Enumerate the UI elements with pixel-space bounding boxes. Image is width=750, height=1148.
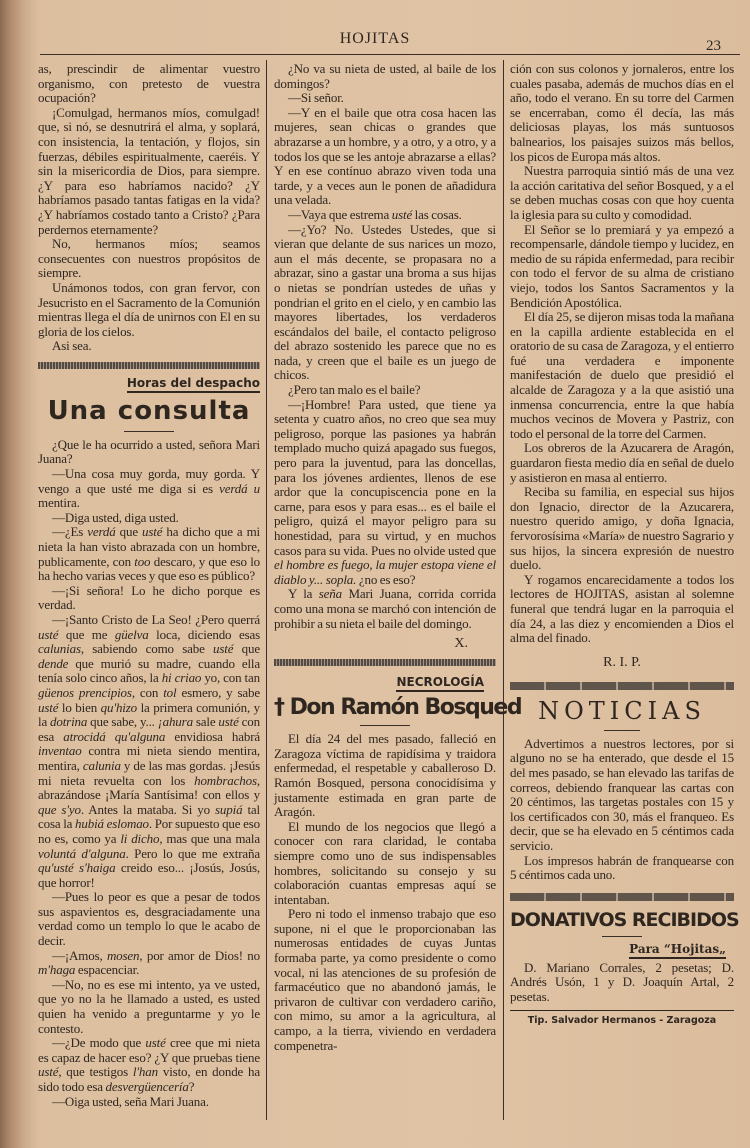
text: Mari Juana, corrida corrida como una mona se marchó con intención de prohibir a su nieta el baile del domingo.: [274, 586, 496, 631]
text: , abrazándose ¡María Santísima! con ellos y: [38, 772, 260, 803]
italic-text: usté: [38, 1064, 59, 1080]
text: —¡Hombre! Para usted, que tiene ya setenta y cuatro años, no creo que sea muy peligroso, porque las pasiones ya habrán templado mucho quizá apagado sus fuegos, pero para la juventud, para las doncellas, para los jóvenes ardientes, llenos de ese ardor que la concupiscencia pone en la carne, para esos y para esas... es el baile el peligro, quizá el mayor peligro para su honestidad, para su virtud, y en muchos casos para su vida. Pues no olvide usted que: [274, 396, 496, 558]
newspaper-title: HOJITAS: [339, 30, 411, 47]
section-divider: [38, 362, 260, 369]
article-title: Una consulta: [47, 395, 251, 426]
italic-text: supiá: [215, 801, 243, 817]
text: —Una cosa muy gorda, muy gorda. Y vengo a que usté me diga si es: [38, 466, 260, 496]
paragraph: [274, 820, 496, 908]
italic-text: hubiá eslomao: [75, 816, 149, 832]
text: ha dicho que a mi nieta la han visto abrazada con un hombre, publicamente, con: [38, 524, 260, 569]
italic-text: calunia: [82, 757, 121, 773]
text: No, hermanos míos; seamos consecuentes con nuestros propósitos de siempre.: [38, 236, 260, 281]
text: . Antes la mataba. Si yo: [80, 801, 215, 817]
section-label: [38, 375, 260, 391]
section-label: [274, 674, 496, 690]
italic-text: hi criao: [161, 670, 202, 686]
title-rule: [360, 725, 410, 726]
obituary-title-text: Don Ramón Bosqued: [289, 695, 522, 721]
paragraph: [38, 949, 260, 978]
paragraph: [38, 511, 260, 526]
paragraph: [510, 854, 734, 883]
text: , que testigos: [58, 1064, 133, 1080]
paragraph: [38, 1036, 260, 1094]
text: —No, no es ese mi intento, ya ve usted, que yo no la he llamado a usted, es usted quien ha venido a preguntarme y yo le contesto.: [38, 976, 260, 1036]
text: las cosas.: [412, 206, 462, 222]
text: visto, en donde ha sido todo esa: [38, 1064, 260, 1094]
text: que me: [58, 626, 115, 642]
text: lo bien: [58, 699, 101, 715]
text: —Vaya que estrema: [288, 206, 392, 222]
text: —¡Si señora! Lo he dicho porque es verdad.: [38, 582, 260, 613]
italic-text: too: [134, 553, 151, 569]
italic-text: calunias: [38, 641, 81, 657]
italic-text: l'han: [132, 1064, 158, 1080]
paragraph: [38, 438, 260, 467]
section-label: [510, 941, 734, 957]
italic-text: usté: [38, 626, 59, 642]
paragraph: [274, 587, 496, 631]
paragraph: [38, 1095, 260, 1110]
italic-text: atrocidá qu'alguna: [63, 728, 166, 744]
text: —¿De modo que: [52, 1035, 146, 1051]
italic-text: usté: [213, 641, 234, 657]
text: creido eso... ¡Josús, Josús, que horror!: [38, 860, 260, 890]
text: que sabe, y...: [87, 714, 158, 730]
paragraph: [510, 310, 734, 441]
consulta-body: [38, 438, 260, 1109]
sermon-ending: [38, 62, 260, 354]
column-1: [38, 62, 260, 1109]
italic-text: el hombre es fuego, la mujer estopa viene el diablo y... sopla.: [274, 557, 496, 587]
italic-text: que s'yo: [38, 801, 81, 817]
italic-text: verdá: [87, 524, 116, 540]
column-3: [510, 61, 739, 1027]
text: esmero, y sabe: [176, 684, 261, 700]
text: —¡Amos,: [52, 947, 107, 963]
text: as, prescindir de alimentar vuestro organismo, con pretesto de vuestra ocupación?: [38, 61, 260, 106]
paragraph: [510, 223, 734, 311]
paragraph: [38, 339, 260, 354]
text: ¿no es eso?: [356, 571, 416, 587]
italic-text: güenos prencipios: [38, 684, 132, 700]
section-divider: [510, 893, 734, 901]
paragraph: [38, 467, 260, 511]
text: que murió su madre, cuando ella tenía solo cinco años, la: [38, 655, 260, 686]
donativos-title: DONATIVOS RECIBIDOS: [510, 908, 739, 931]
horas-del-despacho-label: Horas del despacho: [127, 376, 260, 393]
text: —Oiga usted, seña Mari Juana.: [52, 1093, 209, 1109]
paragraph: [274, 106, 496, 208]
text: la primera comunión, y la: [38, 699, 260, 730]
paragraph: [38, 237, 260, 281]
paragraph: [38, 613, 260, 890]
paragraph: [274, 62, 496, 91]
text: , sabiendo como sabe: [80, 641, 214, 657]
rip: R. I. P.: [603, 654, 641, 670]
italic-text: tol: [163, 684, 177, 700]
text: —¿Yo? No. Ustedes Ustedes, que si vieran que delante de sus narices un mozo, aun el más decente, se propasara no a abrazar, sino a gastar una broma a sus hijas o nietas se pondrían ustedes de uñas y pondrian el grito en el cielo, y en cambio las mayores libertades, los verdaderos escándalos del baile, el contacto peligroso del abrazo sostenido les parece que no es nada, y creen que el baile es un juego de chicos.: [274, 221, 496, 383]
italic-text: voluntá d'alguna: [38, 845, 126, 861]
text: yo, con tan: [201, 670, 260, 686]
obituary-continued: [510, 62, 734, 646]
text: —¿Es: [52, 524, 88, 540]
text: —Pues lo peor es que a pesar de todos sus aspavientos es, desgraciadamente una verdad como un templo lo que le acabo de decir.: [38, 889, 260, 949]
necrologia-label: NECROLOGÍA: [396, 675, 484, 692]
paragraph: [274, 732, 496, 820]
text: —Diga usted, diga usted.: [52, 509, 179, 525]
text: Pero ni todo el inmenso trabajo que eso supone, ni el que le proporcionaban las numerosas entidades de cuyas Juntas formaba parte, ya como presidente o como vocal, ni las atenciones de su profesión de farmacéutico que no abandonó jamás, le privaron de cultivar con verdadero cariño, con mimo, su amor a la agricultura, al campo, a la tierra, viviendo en verdadera compenetra-: [274, 906, 496, 1053]
text: contra mi nieta siendo mentira, mentira,: [38, 743, 260, 773]
text: El mundo de los negocios que llegó a conocer con rara claridad, le contaba siempre como uno de sus indispensables hombres, solicitando su consejo y su colaboración cuantas empresas aquí se intentaban.: [274, 818, 496, 907]
text: —¡Santo Cristo de La Seo! ¿Pero querrá: [52, 612, 260, 627]
title-rule: [124, 431, 174, 432]
paragraph: [274, 223, 496, 384]
text: con esa: [38, 714, 261, 744]
text: Y rogamos encarecidamente a todos los lectores de HOJITAS, asistan al solemne funeral que tendrá lugar en la parroquia el día 24, a las diez y encomienden a Dios el alma del finado.: [510, 571, 734, 646]
italic-text: verdá u: [219, 480, 260, 496]
text: loca, diciendo esas: [148, 626, 261, 642]
text: y de las mas gordas. ¡Jesús mi nieta revuelta con los: [38, 757, 261, 788]
italic-text: usté: [391, 206, 413, 222]
italic-text: inventao: [38, 743, 82, 759]
text: ¡Comulgad, hermanos míos, comulgad! que, si nó, se desnutrirá el alma, y soplará, con insistencia, la tentación, y flojos, sin fuerzas, débiles espiritualmente, caeréis. Y sin la misericordia de Dios, para siempre. ¿Y para eso habríamos nacido? ¿Y habríamos pasado tantas fatigas en la vida? ¿Y habríamos costado tanto a Cristo? ¿Para perdernos eternamente?: [38, 104, 260, 237]
text: ¿Pero tan malo es el baile?: [288, 382, 421, 398]
italic-text: usté: [218, 714, 239, 730]
paragraph: [274, 91, 496, 106]
column-rule: [503, 60, 504, 1120]
text: D. Mariano Corrales, 2 pesetas; D. Andrés Usón, 1 y D. Joaquín Artal, 2 pesetas.: [510, 959, 734, 1004]
text: Reciba su familia, en especial sus hijos don Ignacio, director de la Azucarera, nuestro querido amigo, y doña Ignacia, fervorosísima «María» de nuestro Sagrario y sus hijos, la sincera expresión de nuestro duelo.: [510, 484, 734, 573]
text: , mas que una mala: [159, 830, 260, 846]
italic-text: m'haga: [38, 962, 76, 978]
text: cree que mi nieta es capaz de hacer eso? ¿Y que pruebas tiene: [38, 1035, 260, 1065]
section-divider: [274, 659, 496, 666]
text: espacenciar.: [75, 962, 140, 978]
cross-icon: †: [274, 695, 284, 721]
text: Unámonos todos, con gran fervor, con Jesucristo en el Sacramento de la Comunión mientras llega el día de unirnos con El en su gloria de los cielos.: [38, 279, 260, 339]
italic-text: usté: [142, 524, 163, 540]
text: descaro, y que eso lo ha hecho varias veces y que eso es público?: [38, 553, 261, 584]
paragraph: [274, 907, 496, 1053]
italic-text: desvergüencería: [105, 1079, 189, 1094]
text: . Pero lo que me extraña: [125, 845, 260, 861]
italic-text: qu'usté s'haiga: [38, 860, 116, 876]
paragraph: [510, 961, 734, 1005]
paragraph: [510, 485, 734, 573]
paragraph: [38, 584, 260, 613]
text: envidiosa habrá: [165, 728, 260, 744]
column-rule: [266, 60, 267, 1120]
text: Y la: [288, 586, 319, 602]
section-divider: [510, 682, 734, 690]
text: , con: [131, 684, 164, 700]
text: Los obreros de la Azucarera de Aragón, guardaron fiesta medio día en señal de duelo y asistieron en masa al entierro.: [510, 440, 734, 485]
italic-text: seña: [318, 586, 342, 602]
paragraph: [38, 281, 260, 339]
obituary-title: [274, 694, 522, 722]
italic-text: usté: [145, 1035, 166, 1051]
donativos-body: [510, 961, 734, 1005]
paragraph: [274, 383, 496, 398]
text: , por amor de Dios! no: [139, 947, 260, 963]
text: ción con sus colonos y jornaleros, entre los cuales pasaba, además de muchos días en el año, todo el verano. En su torre del Carmen se encerraban, como él decía, las más deliciosas playas, los más suntuosos balnearios, los paisajes suizos más bellos, los picos de Europa más altos.: [510, 61, 734, 164]
text: Los impresos habrán de franquearse con 5 céntimos cada uno.: [510, 852, 734, 883]
printer-imprint: Tip. Salvador Hermanos - Zaragoza: [527, 1015, 717, 1027]
text: que: [233, 641, 260, 657]
text: El día 24 del mes pasado, falleció en Zaragoza víctima de rapidísima y traidora enfermedad, el respetable y caballeroso D. Ramón Bosqued, persona conocidísima y justamente estimada en gran parte de Aragón.: [274, 731, 496, 820]
text: tal cosa la: [38, 801, 260, 832]
text: —Si señor.: [288, 90, 344, 106]
column-2: [274, 61, 522, 1053]
consulta-continued: [274, 62, 496, 631]
italic-text: ¡ahura: [157, 714, 193, 730]
title-rule: [604, 730, 640, 731]
text: sale: [192, 714, 219, 730]
text: Nuestra parroquia sintió más de una vez la acción caritativa del señor Bosqued, y a el se deben muchas cosas con que hoy cuenta la iglesia para su culto y comodidad.: [510, 163, 734, 222]
paragraph: [510, 573, 734, 646]
paragraph: [274, 398, 496, 588]
paragraph: [38, 890, 260, 948]
text: . Por supuesto que eso no es, como ya: [38, 816, 261, 846]
italic-text: li dicho: [120, 830, 160, 846]
paragraph: [38, 62, 260, 106]
text: mentira.: [38, 495, 80, 511]
paragraph: [38, 525, 260, 583]
italic-text: güelva: [114, 626, 149, 642]
footer-rule: [510, 1010, 734, 1011]
page-number: 23: [706, 38, 721, 54]
text: El Señor se lo premiará y ya empezó a recompensarle, dándole tiempo y lucidez, en medio de su rápida enfermedad, para recibir con todo el fervor de su alma de cristiano viejo, todos los Santos Sacramentos y la Bendición Apostólica.: [510, 221, 734, 310]
italic-text: mosen: [106, 947, 140, 963]
header-rule: [40, 54, 740, 55]
text: ?: [188, 1079, 195, 1094]
signature: X.: [454, 636, 468, 652]
italic-text: qu'hizo: [100, 699, 138, 715]
text: El día 25, se dijeron misas toda la mañana en la capilla ardiente establecida en el oratorio de su casa de Zaragoza, y el entierro fué una verdadera e imponente manifestación de duelo que presidió el alcalde de Zaragoza y a la que asistió una inmensa concurrencia, entre la que había muchos vecinos de Movera y Pastriz, con todo el personal de la torre del Carmen.: [510, 309, 734, 441]
text: ¿Que le ha ocurrido a usted, señora Mari Juana?: [38, 436, 260, 467]
paragraph: [510, 737, 734, 854]
paragraph: [38, 978, 260, 1036]
text: ¿No va su nieta de usted, al baile de los domingos?: [274, 61, 496, 91]
italic-text: dotrina: [50, 714, 88, 730]
text: —Y en el baile que otra cosa hacen las mujeres, sean chicas o grandes que abrazarse a un hombre, y a otro, y a otro, y a todos los que se les antoje abrazarse a ellas? Y en ese contínuo abrazo viven toda una tarde, y a veces aun le ponen de añadidura una velada.: [274, 104, 496, 208]
italic-text: hombrachos: [194, 772, 257, 788]
noticias-body: [510, 737, 734, 883]
para-hojitas-label: Para “Hojitas„: [629, 942, 726, 959]
italic-text: usté: [38, 699, 59, 715]
italic-text: dende: [38, 655, 69, 671]
text: que: [115, 524, 142, 540]
paragraph: [274, 208, 496, 223]
obituary-body: [274, 732, 496, 1053]
text: Advertimos a nuestros lectores, por si alguno no se ha enterado, que desde el 15 del mes pasado, se han elevado las tarifas de correos, debiendo franquear las cartas con 20 céntimos, las targetas postales con 15 y los certificados con 30, más el franqueo. Es decir, que se ha elevado en 5 céntimos cada servicio.: [510, 735, 734, 853]
paragraph: [38, 106, 260, 237]
paragraph: [510, 62, 734, 164]
text: Asi sea.: [52, 338, 92, 354]
paragraph: [510, 441, 734, 485]
paragraph: [510, 164, 734, 222]
title-rule: [602, 936, 642, 937]
noticias-title: NOTICIAS: [538, 696, 706, 725]
